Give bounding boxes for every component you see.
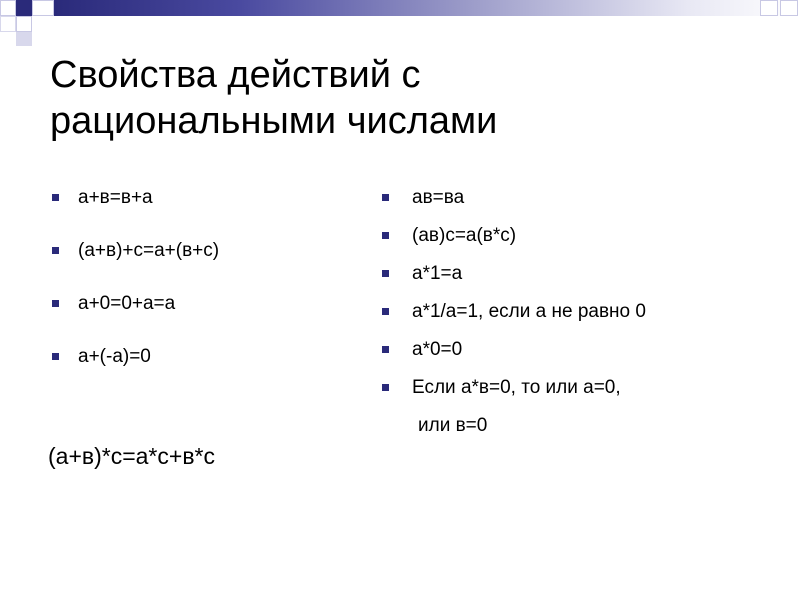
bullet-icon — [382, 194, 389, 201]
bullet-icon — [52, 194, 59, 201]
list-item — [380, 262, 646, 300]
decorative-bar-cells — [758, 0, 798, 16]
decorative-square — [0, 16, 16, 32]
bullet-icon — [382, 384, 389, 391]
bullet-icon — [52, 353, 59, 360]
list-item — [380, 376, 646, 414]
list-item-text: а+в=в+а — [78, 187, 153, 208]
addition-properties-list — [52, 186, 219, 398]
list-item — [52, 186, 219, 239]
decorative-cell — [760, 0, 778, 16]
list-item — [380, 338, 646, 376]
list-item — [380, 224, 646, 262]
bullet-icon — [382, 270, 389, 277]
list-item-text: а+(-а)=0 — [78, 346, 151, 367]
list-item — [52, 292, 219, 345]
list-item-text: а+0=0+а=а — [78, 293, 176, 314]
list-item-text: или в=0 — [418, 415, 488, 436]
slide-title — [50, 52, 750, 144]
decorative-square — [16, 32, 32, 46]
decorative-square — [16, 16, 32, 32]
list-item-text: (а+в)+с=а+(в+с) — [78, 240, 220, 261]
decorative-cell — [780, 0, 798, 16]
list-item — [52, 345, 219, 398]
title-line: Свойства действий с — [50, 54, 421, 96]
list-item-text: Если а*в=0, то или а=0, — [412, 377, 621, 398]
list-item-text: а*0=0 — [412, 339, 463, 360]
multiplication-properties-list — [380, 186, 646, 452]
bullet-icon — [382, 232, 389, 239]
distributive-formula: (а+в)*с=а*с+в*с — [48, 443, 215, 469]
bullet-icon — [52, 300, 59, 307]
list-item-text: ав=ва — [412, 187, 465, 208]
decorative-header-bar — [54, 0, 800, 16]
list-item — [380, 186, 646, 224]
list-item-continuation — [380, 414, 646, 452]
list-item-text: а*1/а=1, если а не равно 0 — [412, 301, 646, 322]
list-item — [380, 300, 646, 338]
bullet-icon — [52, 247, 59, 254]
title-line: рациональными числами — [50, 100, 498, 142]
decorative-square — [0, 32, 16, 46]
list-item-text: (ав)с=а(в*с) — [412, 225, 517, 246]
decorative-square — [16, 0, 32, 16]
list-item-text: а*1=а — [412, 263, 463, 284]
decorative-square — [32, 0, 54, 16]
decorative-square — [0, 0, 16, 16]
bullet-icon — [382, 346, 389, 353]
bullet-icon — [382, 308, 389, 315]
list-item — [52, 239, 219, 292]
decorative-squares — [0, 0, 60, 60]
